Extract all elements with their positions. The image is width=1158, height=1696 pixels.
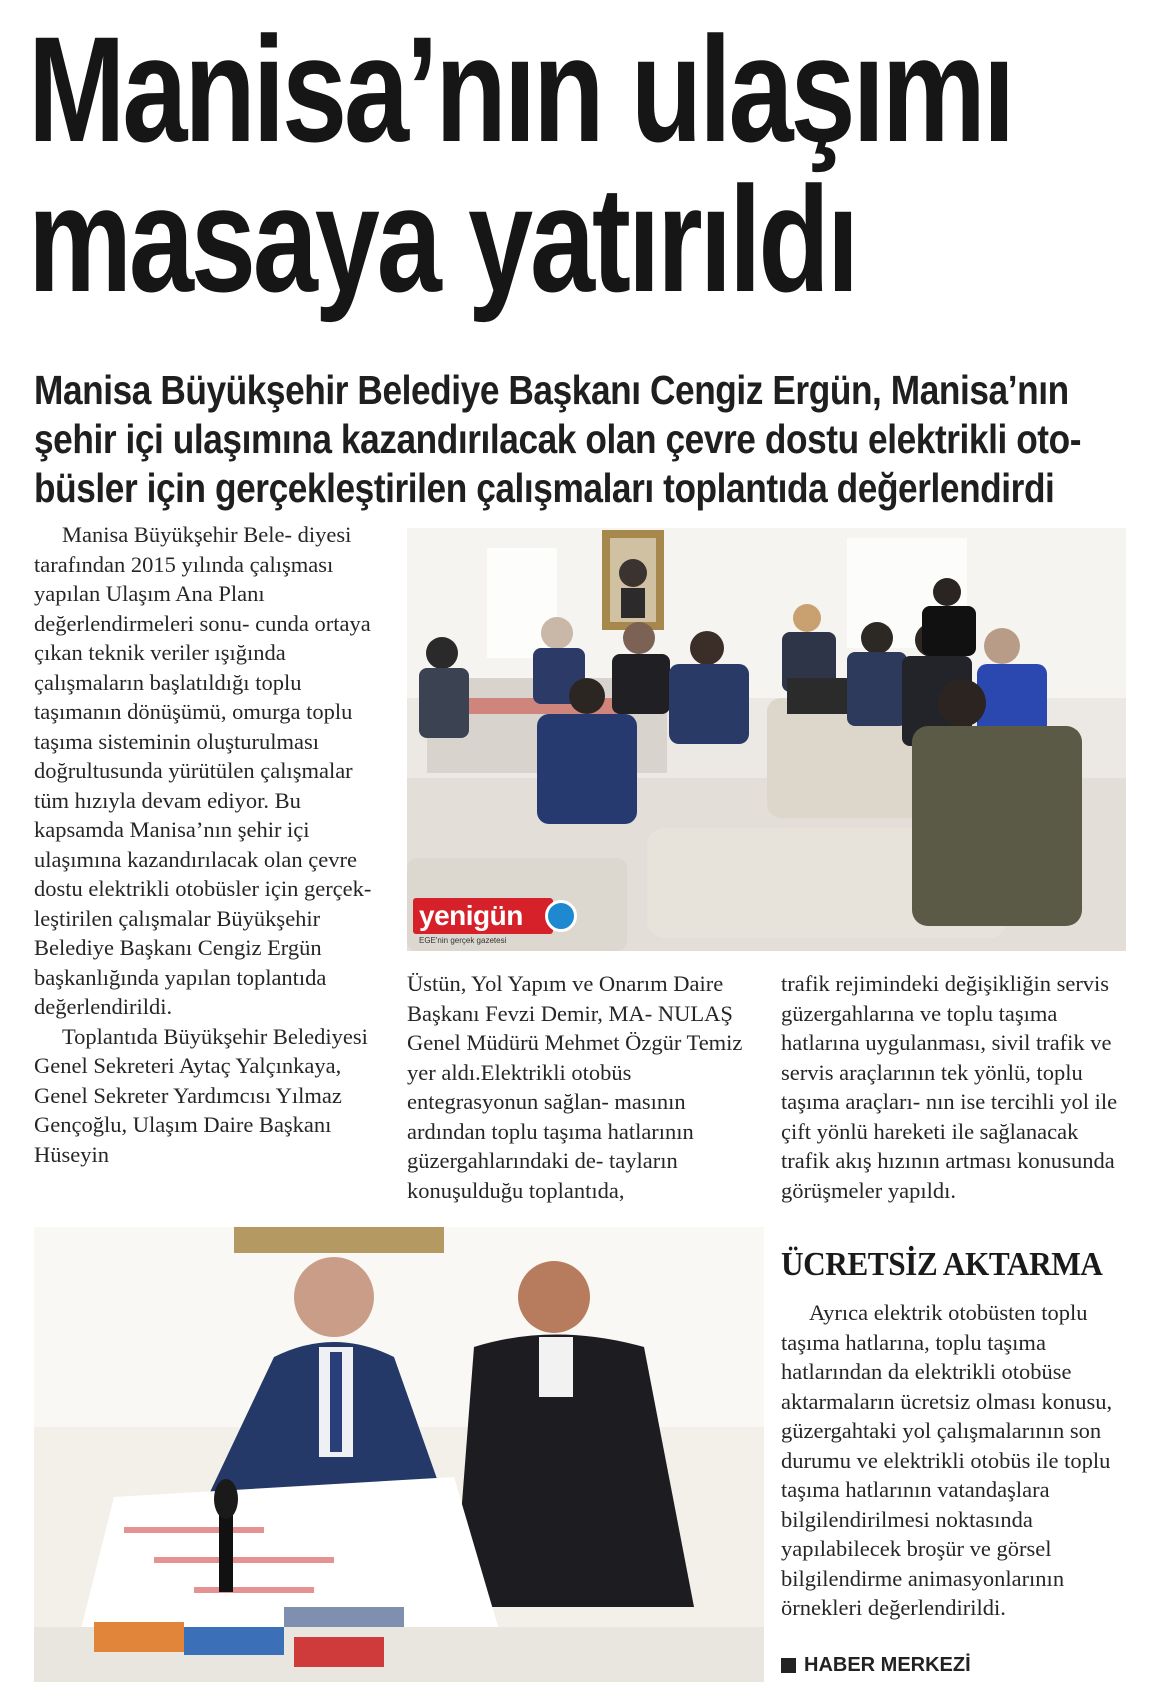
subheadline-line-1: Manisa Büyükşehir Belediye Başkanı Cengiz Ergün, Manisa’nın: [34, 367, 1069, 413]
article-paragraph: Ayrıca elektrik otobüsten toplu taşıma hatlarına, toplu taşıma hatlarından da elektrikli otobüse aktarmaların ücretsiz olması konusu, güzergahtaki yol çalışmalarının son durumu ve elektrikli otobüs ile toplu taşıma hatlarının vatandaşlara bilgilendirilmesi noktasında yapılabilecek broşür ve görsel bilgilendirme animasyonlarının örnekleri değerlendirildi.: [781, 1300, 1113, 1620]
headline-line-2: masaya yatırıldı: [28, 155, 857, 323]
logo-globe-icon: [545, 900, 577, 932]
article-paragraph: Toplantıda Büyükşehir Belediyesi Genel Sekreteri Aytaç Yalçınkaya, Genel Sekreter Yardımcısı Yılmaz Gençoğlu, Ulaşım Daire Başkanı Hüseyin: [34, 1023, 368, 1167]
map-review-photo: [34, 1227, 764, 1682]
byline-text: HABER MERKEZİ: [804, 1654, 971, 1676]
subheadline: [34, 366, 1134, 513]
article-column-3: [781, 969, 1121, 1205]
article-column-2: [407, 969, 752, 1205]
logo-wordmark: yenigün: [413, 898, 553, 934]
byline: [781, 1654, 971, 1677]
article-column-1: [34, 520, 378, 1169]
meeting-photo: [407, 528, 1126, 951]
subheadline-line-3: büsler için gerçekleştirilen çalışmaları toplantıda değerlendirdi: [34, 465, 1055, 511]
section-heading: ÜCRETSİZ AKTARMA: [781, 1246, 1103, 1283]
article-paragraph: trafik rejimindeki değişikliğin servis güzergahlarına ve toplu taşıma hatlarına uygulanması, sivil trafik ve servis araçlarının tek yönlü, toplu taşıma araçları- nın ise tercihli yol ile çift yönlü hareketi ile sağlanacak trafik akış hızının artması konusunda görüşmeler yapıldı.: [781, 971, 1118, 1203]
article-paragraph: Üstün, Yol Yapım ve Onarım Daire Başkanı Fevzi Demir, MA- NULAŞ Genel Müdürü Mehmet Özgür Temiz yer aldı.Elektrikli otobüs entegrasyonun sağlan- masının ardından toplu taşıma hatlarının güzergahlarındaki de- tayların konuşulduğu toplantıda,: [407, 971, 743, 1203]
byline-square-icon: [781, 1658, 796, 1673]
headline-line-1: Manisa’nın ulaşımı: [28, 5, 1013, 173]
newspaper-logo: [413, 898, 575, 948]
meeting-photo-image: [407, 528, 1126, 951]
map-review-photo-image: [34, 1227, 764, 1682]
logo-tagline: EGE'nin gerçek gazetesi: [419, 936, 507, 945]
subheadline-line-2: şehir içi ulaşımına kazandırılacak olan çevre dostu elektrikli oto-: [34, 416, 1082, 462]
headline: [28, 5, 1013, 323]
article-column-4: [781, 1298, 1121, 1623]
article-paragraph: Manisa Büyükşehir Bele- diyesi tarafından 2015 yılında çalışması yapılan Ulaşım Ana Planı değerlendirmeleri sonu- cunda ortaya çıkan teknik veriler ışığında çalışmaların başlatıldığı toplu taşımanın dönüşümü, omurga toplu taşıma sisteminin oluşturulması doğrultusunda yürütülen çalışmalar tüm hızıyla devam ediyor. Bu kapsamda Manisa’nın şehir içi ulaşımına kazandırılacak olan çevre dostu elektrikli otobüsler için gerçek- leştirilen çalışmalar Büyükşehir Belediye Başkanı Cengiz Ergün başkanlığında yapılan toplantıda değerlendirildi.: [34, 522, 372, 1019]
